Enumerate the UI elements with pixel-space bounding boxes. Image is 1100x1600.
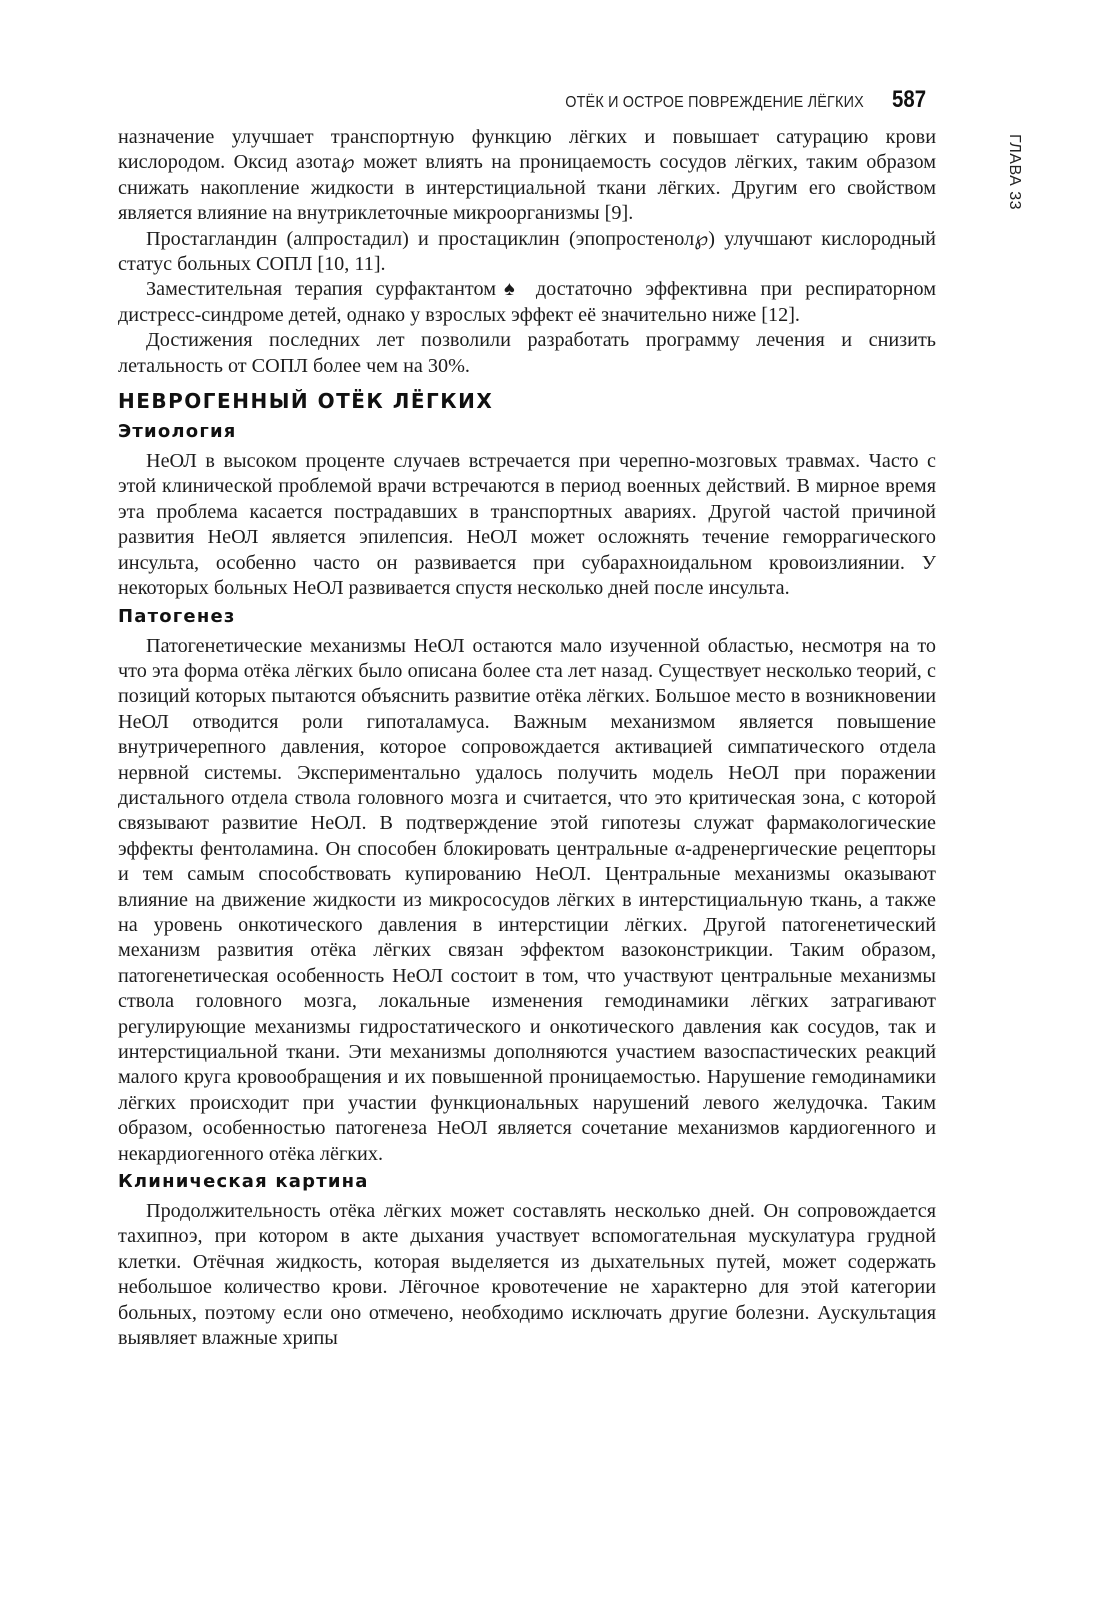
- pathogenesis-paragraph: Патогенетические механизмы НеОЛ остаются мало изученной областью, несмотря на то что эта форма отёка лёгких было описана более ста лет назад. Существует несколько теорий, с позиций которых пытаются объяснить развитие отёка лёгких. Большое место в возникновении НеОЛ отводится роли гипоталамуса. Важным механизмом является повышение внутричерепного давления, которое сопровождается активацией симпатического отдела нервной системы. Экспериментально удалось получить модель НеОЛ при поражении дистального отдела ствола головного мозга и считается, что это критическая зона, с которой связывают развитие НеОЛ. В подтверждение этой гипотезы служат фармакологические эффекты фентоламина. Он способен блокировать центральные α-адренергические рецепторы и тем самым способствовать купированию НеОЛ. Центральные механизмы оказывают влияние на движение жидкости из микрососудов лёгких в интерстициальную ткань, а также на уровень онкотического давления в интерстиции лёгких. Другой патогенетический механизм развития отёка лёгких связан эффектом вазоконстрикции. Таким образом, патогенетическая особенность НеОЛ состоит в том, что участвуют центральные механизмы ствола головного мозга, локальные изменения гемодинамики лёгких затрагивают регулирующие механизмы гидростатического и онкотического давления как сосудов, так и интерстициальной ткани. Эти механизмы дополняются участием вазоспастических реакций малого круга кровообращения и их повышенной проницаемостью. Нарушение гемодинамики лёгких происходит при участии функциональных нарушений левого желудочка. Таким образом, особенностью патогенеза НеОЛ является сочетание механизмов кардиогенного и некардиогенного отёка лёгких.: [118, 634, 936, 1165]
- intro-paragraph: Простагландин (алпростадил) и простациклин (эпопростенол℘) улучшают кислородный статус больных СОПЛ [10, 11].: [118, 227, 936, 276]
- section-title: НЕВРОГЕННЫЙ ОТЁК ЛЁГКИХ: [118, 389, 494, 414]
- intro-paragraph: назначение улучшает транспортную функцию лёгких и повышает сатурацию крови кислородом. Оксид азота℘ может влиять на проницаемость сосудов лёгких, таким образом снижать накопление жидкости в интерстициальной ткани лёгких. Другим его свойством является влияние на внутриклеточные микроорганизмы [9].: [118, 126, 936, 225]
- etiology-paragraph: НеОЛ в высоком проценте случаев встречается при черепно-мозговых травмах. Часто с этой клинической проблемой врачи встречаются в период военных действий. В мирное время эта проблема касается пострадавших в транспортных авариях. Другой частой причиной развития НеОЛ является эпилепсия. НеОЛ может осложнять течение геморрагического инсульта, особенно часто он развивается при субарахноидальном кровоизлиянии. У некоторых больных НеОЛ развивается спустя несколько дней после инсульта.: [118, 450, 936, 600]
- page-number: 587: [891, 86, 926, 113]
- intro-paragraph: Заместительная терапия сурфактантом♠ достаточно эффективна при респираторном дистресс-синдроме детей, однако у взрослых эффект её значительно ниже [12].: [118, 278, 936, 326]
- running-title: ОТЁК И ОСТРОЕ ПОВРЕЖДЕНИЕ ЛЁГКИХ: [565, 94, 864, 111]
- page-body: [118, 125, 936, 1351]
- subsection-heading-etiology: Этиология: [118, 421, 237, 443]
- clinical-paragraph: Продолжительность отёка лёгких может составлять несколько дней. Он сопровождается тахипноэ, при котором в акте дыхания участвует вспомогательная мускулатура грудной клетки. Отёчная жидкость, которая выделяется из дыхательных путей, может содержать небольшое количество крови. Лёгочное кровотечение не характерно для этой категории больных, поэтому если оно отмечено, необходимо исключать другие болезни. Аускультация выявляет влажные хрипы: [118, 1200, 936, 1350]
- intro-paragraph: Достижения последних лет позволили разработать программу лечения и снизить летальность от СОПЛ более чем на 30%.: [118, 329, 936, 377]
- chapter-side-tab: ГЛАВА 33: [1006, 134, 1023, 210]
- subsection-heading-clinical: Клиническая картина: [118, 1171, 369, 1193]
- running-head: [532, 86, 932, 114]
- subsection-heading-pathogenesis: Патогенез: [118, 605, 236, 627]
